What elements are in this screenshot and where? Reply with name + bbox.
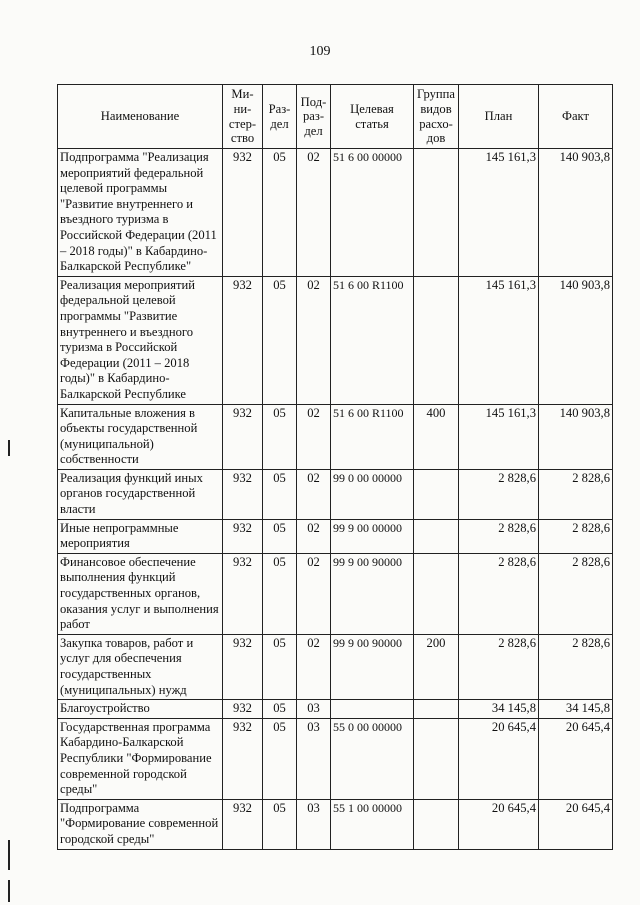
cell-fact: 34 145,8 xyxy=(539,700,613,719)
cell-target: 99 0 00 00000 xyxy=(331,469,414,519)
table-row xyxy=(58,519,613,553)
cell-subsection: 03 xyxy=(297,718,331,799)
cell-target: 55 0 00 00000 xyxy=(331,718,414,799)
table-row xyxy=(58,799,613,849)
cell-plan: 20 645,4 xyxy=(459,718,539,799)
cell-subsection: 03 xyxy=(297,799,331,849)
margin-mark xyxy=(8,440,10,456)
cell-fact: 20 645,4 xyxy=(539,799,613,849)
cell-plan: 2 828,6 xyxy=(459,553,539,634)
table-row xyxy=(58,276,613,404)
cell-subsection: 02 xyxy=(297,276,331,404)
margin-mark xyxy=(8,880,10,902)
margin-mark xyxy=(8,840,10,870)
cell-ministry: 932 xyxy=(223,700,263,719)
cell-section: 05 xyxy=(263,718,297,799)
cell-subsection: 02 xyxy=(297,519,331,553)
cell-section: 05 xyxy=(263,519,297,553)
cell-target: 51 6 00 R1100 xyxy=(331,276,414,404)
cell-fact: 2 828,6 xyxy=(539,553,613,634)
header-row xyxy=(58,85,613,149)
cell-group: 200 xyxy=(414,634,459,699)
page-number: 109 xyxy=(309,44,331,59)
cell-fact: 2 828,6 xyxy=(539,469,613,519)
cell-plan: 2 828,6 xyxy=(459,634,539,699)
cell-name: Иные непрограммные мероприятия xyxy=(58,519,223,553)
cell-fact: 140 903,8 xyxy=(539,149,613,277)
cell-name: Реализация функций иных органов государственной власти xyxy=(58,469,223,519)
cell-group xyxy=(414,553,459,634)
cell-plan: 34 145,8 xyxy=(459,700,539,719)
cell-subsection: 02 xyxy=(297,404,331,469)
cell-group xyxy=(414,799,459,849)
cell-ministry: 932 xyxy=(223,718,263,799)
table-row xyxy=(58,700,613,719)
cell-ministry: 932 xyxy=(223,553,263,634)
cell-target: 99 9 00 90000 xyxy=(331,634,414,699)
cell-section: 05 xyxy=(263,700,297,719)
cell-target: 51 6 00 00000 xyxy=(331,149,414,277)
table-row xyxy=(58,469,613,519)
cell-ministry: 932 xyxy=(223,469,263,519)
cell-group xyxy=(414,718,459,799)
cell-group xyxy=(414,519,459,553)
header-subsection: Под- раз- дел xyxy=(297,85,331,149)
cell-section: 05 xyxy=(263,634,297,699)
header-plan: План xyxy=(459,85,539,149)
cell-subsection: 02 xyxy=(297,553,331,634)
cell-ministry: 932 xyxy=(223,149,263,277)
cell-name: Капитальные вложения в объекты государственной (муниципальной) собственности xyxy=(58,404,223,469)
cell-target: 99 9 00 90000 xyxy=(331,553,414,634)
header-ministry: Ми- ни- стер- ство xyxy=(223,85,263,149)
cell-plan: 20 645,4 xyxy=(459,799,539,849)
cell-ministry: 932 xyxy=(223,404,263,469)
cell-ministry: 932 xyxy=(223,634,263,699)
cell-target: 51 6 00 R1100 xyxy=(331,404,414,469)
cell-name: Финансовое обеспечение выполнения функций государственных органов, оказания услуг и выполнения работ xyxy=(58,553,223,634)
table-row xyxy=(58,404,613,469)
header-fact: Факт xyxy=(539,85,613,149)
cell-name: Подпрограмма "Реализация мероприятий федеральной целевой программы "Развитие внутреннего и въездного туризма в Российской Федерации (2011 – 2018 годы)" в Кабардино-Балкарской Республике" xyxy=(58,149,223,277)
cell-name: Государственная программа Кабардино-Балкарской Республики "Формирование современной городской среды" xyxy=(58,718,223,799)
cell-plan: 2 828,6 xyxy=(459,469,539,519)
cell-name: Закупка товаров, работ и услуг для обеспечения государственных (муниципальных) нужд xyxy=(58,634,223,699)
cell-section: 05 xyxy=(263,553,297,634)
table-row xyxy=(58,718,613,799)
cell-fact: 20 645,4 xyxy=(539,718,613,799)
cell-section: 05 xyxy=(263,404,297,469)
budget-table xyxy=(57,84,613,850)
cell-name: Реализация мероприятий федеральной целевой программы "Развитие внутреннего и въездного туризма в Российской Федерации (2011 – 2018 годы)" в Кабардино-Балкарской Республике xyxy=(58,276,223,404)
cell-fact: 140 903,8 xyxy=(539,404,613,469)
cell-ministry: 932 xyxy=(223,276,263,404)
cell-target xyxy=(331,700,414,719)
cell-fact: 2 828,6 xyxy=(539,519,613,553)
cell-ministry: 932 xyxy=(223,799,263,849)
table-row xyxy=(58,553,613,634)
table-row xyxy=(58,149,613,277)
cell-target: 55 1 00 00000 xyxy=(331,799,414,849)
header-group: Группа видов расхо- дов xyxy=(414,85,459,149)
cell-section: 05 xyxy=(263,149,297,277)
cell-section: 05 xyxy=(263,276,297,404)
header-name: Наименование xyxy=(58,85,223,149)
cell-plan: 2 828,6 xyxy=(459,519,539,553)
cell-section: 05 xyxy=(263,799,297,849)
cell-group xyxy=(414,149,459,277)
cell-group xyxy=(414,700,459,719)
cell-fact: 140 903,8 xyxy=(539,276,613,404)
cell-subsection: 02 xyxy=(297,469,331,519)
table-row xyxy=(58,634,613,699)
cell-target: 99 9 00 00000 xyxy=(331,519,414,553)
cell-name: Благоустройство xyxy=(58,700,223,719)
cell-group: 400 xyxy=(414,404,459,469)
cell-fact: 2 828,6 xyxy=(539,634,613,699)
cell-plan: 145 161,3 xyxy=(459,276,539,404)
cell-section: 05 xyxy=(263,469,297,519)
cell-subsection: 02 xyxy=(297,149,331,277)
header-section: Раз- дел xyxy=(263,85,297,149)
cell-ministry: 932 xyxy=(223,519,263,553)
cell-group xyxy=(414,469,459,519)
header-target: Целевая статья xyxy=(331,85,414,149)
cell-plan: 145 161,3 xyxy=(459,404,539,469)
cell-subsection: 03 xyxy=(297,700,331,719)
cell-subsection: 02 xyxy=(297,634,331,699)
cell-plan: 145 161,3 xyxy=(459,149,539,277)
cell-name: Подпрограмма "Формирование современной городской среды" xyxy=(58,799,223,849)
cell-group xyxy=(414,276,459,404)
